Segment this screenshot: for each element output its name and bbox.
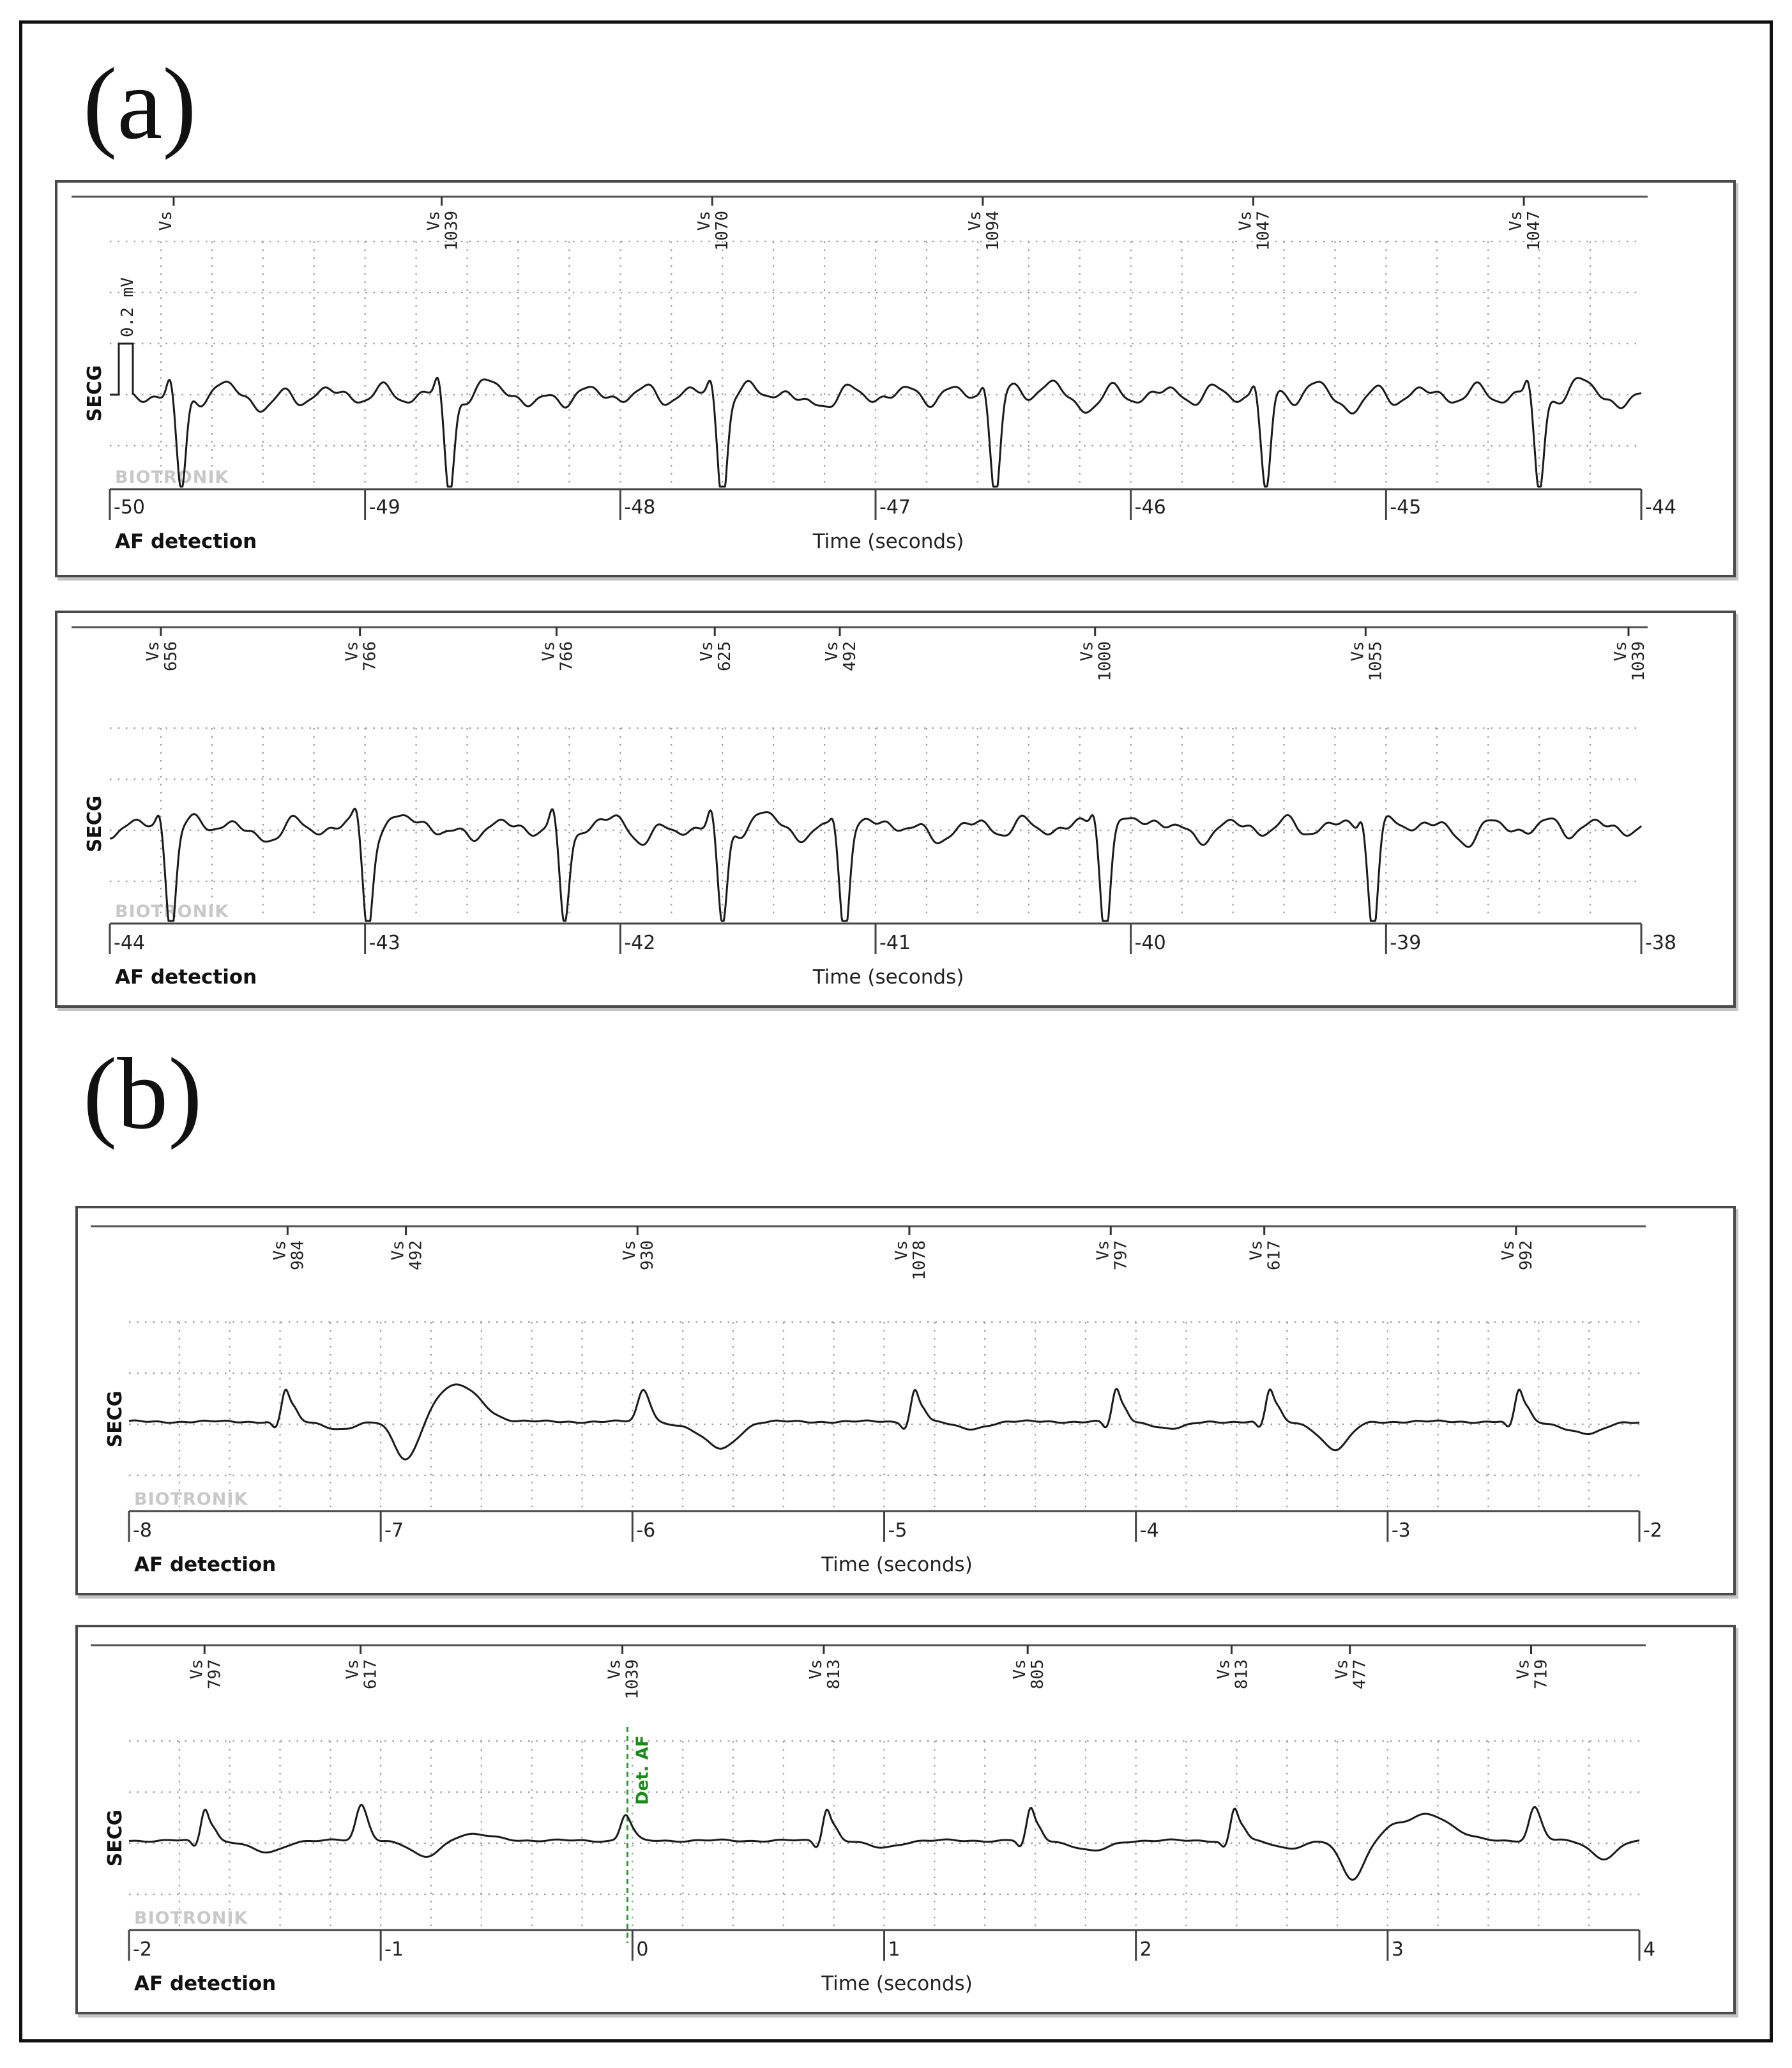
ecg-panel-a1: [55, 180, 1736, 577]
marker-interval-label: 797: [205, 1659, 225, 1689]
marker-type-label: Vs: [143, 641, 163, 662]
section-label-b: (b): [83, 1037, 202, 1150]
marker-type-label: Vs: [605, 1659, 625, 1680]
marker-type-label: Vs: [1214, 1659, 1234, 1680]
x-tick-label: -40: [1134, 932, 1166, 954]
marker-type-label: Vs: [343, 1659, 363, 1680]
marker-interval-label: 617: [361, 1659, 381, 1689]
marker-interval-label: 1047: [1254, 211, 1273, 251]
marker-interval-label: 1039: [442, 211, 462, 251]
brand-watermark: BIOTRONIK: [134, 1489, 248, 1509]
marker-type-label: Vs: [187, 1659, 207, 1680]
marker-interval-label: 813: [1232, 1659, 1252, 1689]
x-tick-label: -3: [1391, 1519, 1411, 1542]
marker-type-label: Vs: [1247, 1240, 1266, 1261]
marker-type-label: Vs: [1514, 1659, 1533, 1680]
marker-type-label: Vs: [620, 1240, 640, 1261]
marker-interval-label: 477: [1350, 1659, 1370, 1689]
marker-type-label: Vs: [695, 211, 715, 231]
marker-type-label: Vs: [342, 641, 362, 662]
marker-interval-label: 1094: [983, 211, 1003, 251]
marker-type-label: Vs: [965, 211, 985, 231]
brand-watermark: BIOTRONIK: [115, 468, 229, 487]
marker-type-label: Vs: [697, 641, 717, 662]
ecg-chart-a1: [57, 183, 1738, 580]
marker-type-label: Vs: [1010, 1659, 1030, 1680]
x-tick-label: -43: [368, 932, 400, 954]
brand-watermark: BIOTRONIK: [115, 902, 229, 922]
marker-type-label: Vs: [156, 211, 176, 231]
marker-interval-label: 1000: [1095, 641, 1115, 681]
marker-interval-label: 1039: [623, 1659, 642, 1699]
y-axis-label: SECG: [104, 1390, 126, 1448]
x-tick-label: 2: [1139, 1938, 1152, 1961]
marker-interval-label: 813: [824, 1659, 844, 1689]
y-axis-label: SECG: [84, 795, 106, 853]
x-tick-label: -2: [1643, 1519, 1662, 1542]
grid: [129, 1322, 1639, 1507]
x-tick-label: 4: [1643, 1938, 1656, 1961]
x-tick-label: -38: [1645, 932, 1676, 954]
x-axis-label: Time (seconds): [812, 966, 964, 989]
footer-label: AF detection: [115, 966, 257, 989]
grid: [110, 241, 1641, 485]
y-axis-label: SECG: [84, 365, 106, 422]
marker-type-label: Vs: [270, 1240, 290, 1261]
ecg-panel-b1: [75, 1206, 1736, 1595]
x-tick-label: -45: [1390, 496, 1422, 519]
marker-type-label: Vs: [1332, 1659, 1352, 1680]
marker-interval-label: 492: [406, 1240, 426, 1270]
marker-type-label: Vs: [539, 641, 559, 662]
x-tick-label: 3: [1391, 1938, 1404, 1961]
x-tick-label: -49: [368, 496, 400, 519]
marker-type-label: Vs: [1507, 211, 1526, 231]
marker-interval-label: 992: [1516, 1240, 1536, 1270]
x-tick-label: -47: [879, 496, 911, 519]
marker-interval-label: 1039: [1629, 641, 1649, 681]
x-tick-label: -41: [879, 932, 911, 954]
marker-interval-label: 1070: [713, 211, 733, 251]
x-tick-label: -42: [624, 932, 656, 954]
marker-type-label: Vs: [823, 641, 842, 662]
marker-type-label: Vs: [1077, 641, 1097, 662]
secg-trace: [133, 378, 1641, 487]
x-tick-label: -6: [636, 1519, 656, 1542]
secg-trace: [129, 1805, 1639, 1880]
x-tick-label: -50: [114, 496, 145, 519]
x-tick-label: 0: [636, 1938, 649, 1961]
x-tick-label: -8: [133, 1519, 152, 1542]
marker-interval-label: 1047: [1524, 211, 1544, 251]
y-axis-label: SECG: [104, 1809, 126, 1867]
marker-interval-label: 492: [840, 641, 860, 671]
ecg-chart-b1: [78, 1208, 1738, 1598]
x-tick-label: -5: [888, 1519, 907, 1542]
marker-interval-label: 1055: [1366, 641, 1386, 681]
x-tick-label: -44: [114, 932, 145, 954]
det-af-annotation: Det. AF: [633, 1735, 653, 1805]
grid: [129, 1741, 1639, 1926]
marker-type-label: Vs: [1498, 1240, 1518, 1261]
marker-interval-label: 930: [638, 1240, 658, 1270]
marker-type-label: Vs: [424, 211, 444, 231]
marker-type-label: Vs: [388, 1240, 408, 1261]
marker-type-label: Vs: [1236, 211, 1256, 231]
section-label-a: (a): [83, 47, 197, 160]
x-axis-label: Time (seconds): [812, 530, 964, 553]
x-tick-label: 1: [888, 1938, 900, 1961]
footer-label: AF detection: [134, 1553, 277, 1576]
x-tick-label: -39: [1390, 932, 1422, 954]
brand-watermark: BIOTRONIK: [134, 1908, 248, 1928]
x-tick-label: -7: [384, 1519, 404, 1542]
marker-interval-label: 766: [557, 641, 577, 671]
marker-interval-label: 805: [1028, 1659, 1048, 1689]
marker-type-label: Vs: [892, 1240, 911, 1261]
x-tick-label: -1: [384, 1938, 404, 1961]
secg-trace: [129, 1385, 1639, 1459]
marker-type-label: Vs: [1348, 641, 1368, 662]
footer-label: AF detection: [115, 530, 257, 553]
marker-interval-label: 766: [360, 641, 380, 671]
x-tick-label: -44: [1645, 496, 1676, 519]
marker-type-label: Vs: [1093, 1240, 1113, 1261]
x-tick-label: -48: [624, 496, 656, 519]
marker-interval-label: 984: [288, 1240, 308, 1270]
ecg-panel-b2: [75, 1625, 1736, 2014]
marker-interval-label: 656: [161, 641, 181, 671]
scale-label: 0.2 mV: [118, 277, 137, 337]
x-axis-label: Time (seconds): [821, 1553, 973, 1576]
footer-label: AF detection: [134, 1972, 277, 1995]
calibration-pulse: [110, 344, 133, 395]
x-axis-label: Time (seconds): [821, 1972, 973, 1995]
ecg-chart-a2: [57, 613, 1738, 1010]
marker-type-label: Vs: [806, 1659, 826, 1680]
x-tick-label: -4: [1139, 1519, 1159, 1542]
x-tick-label: -2: [133, 1938, 152, 1961]
x-tick-label: -46: [1134, 496, 1166, 519]
marker-interval-label: 625: [715, 641, 735, 671]
marker-interval-label: 617: [1264, 1240, 1284, 1270]
marker-interval-label: 1078: [909, 1240, 929, 1281]
marker-type-label: Vs: [1611, 641, 1631, 662]
ecg-chart-b2: [78, 1627, 1738, 2017]
marker-interval-label: 797: [1111, 1240, 1131, 1270]
marker-interval-label: 719: [1531, 1659, 1551, 1689]
ecg-panel-a2: [55, 611, 1736, 1008]
